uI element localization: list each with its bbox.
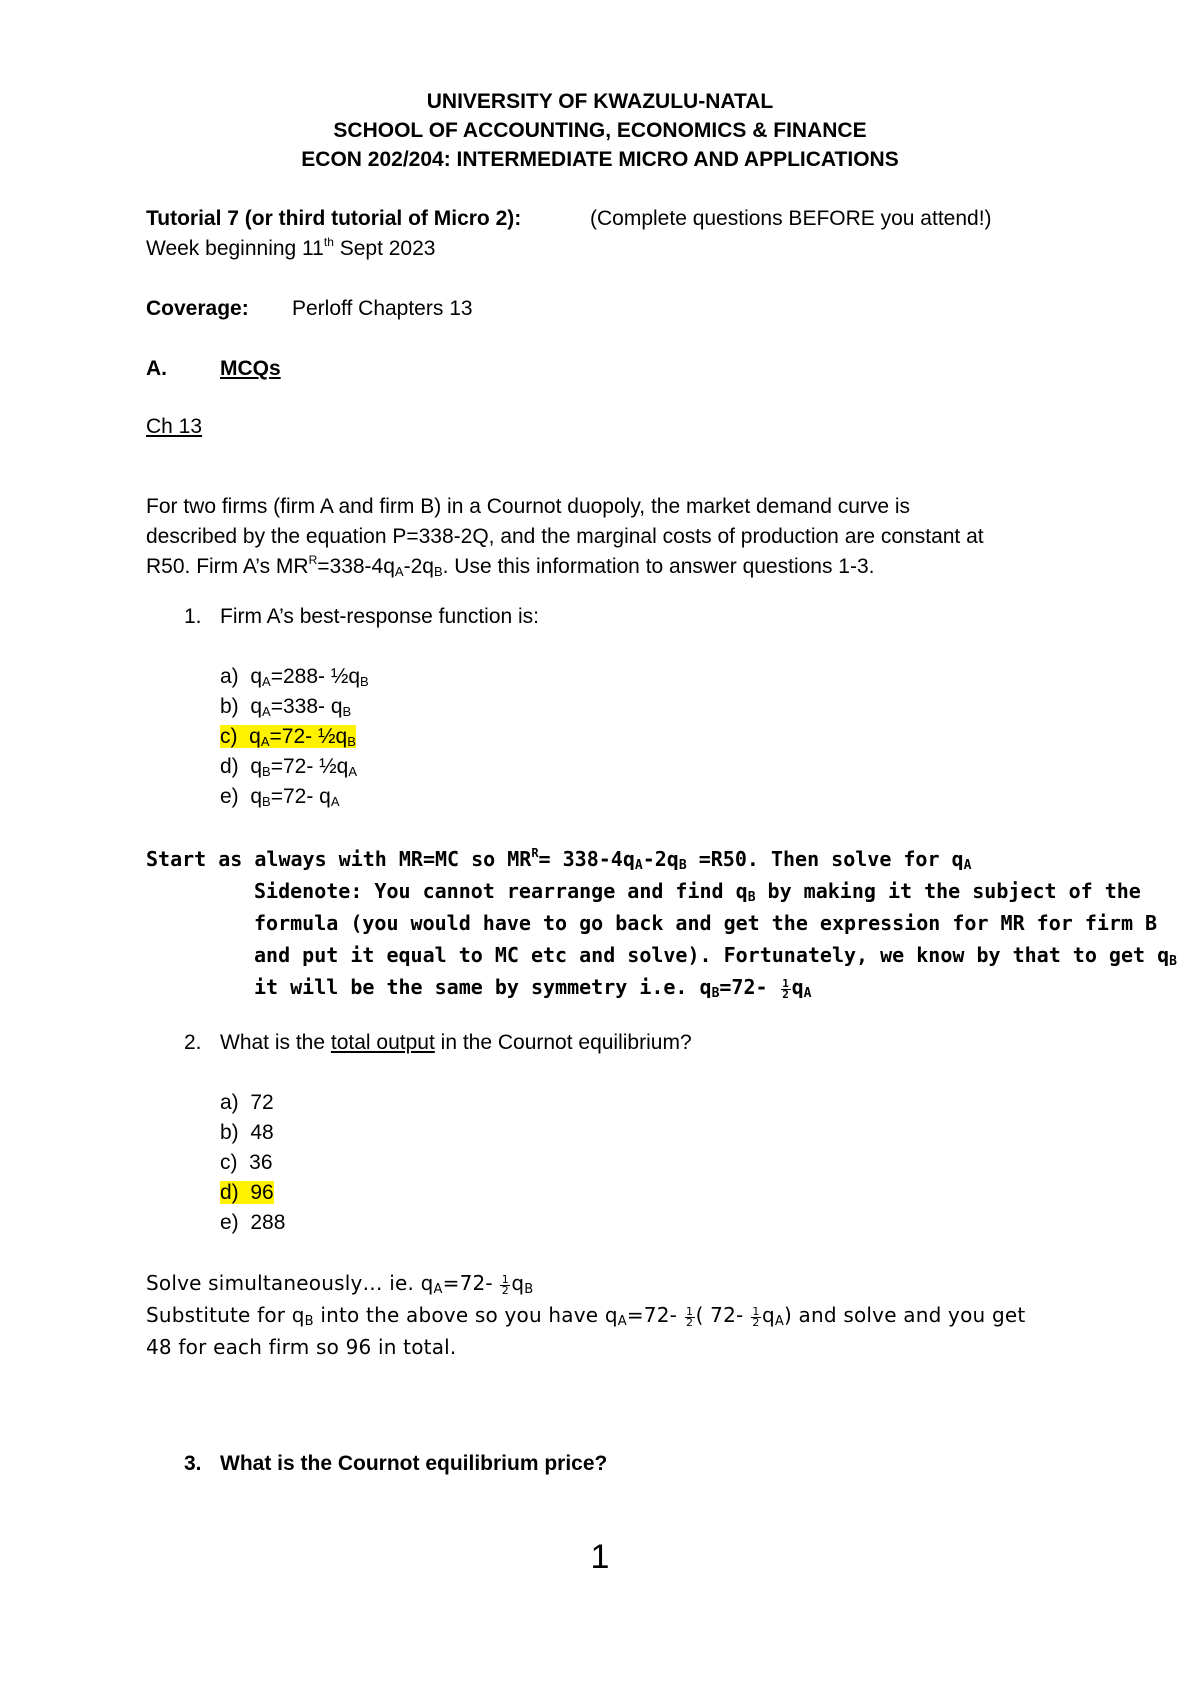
q2-option-e: e) 288 — [220, 1211, 286, 1234]
section-title: MCQs — [220, 357, 281, 380]
highlighted-answer: c) $q_A=72-$ $\frac{1}{2}q_B$ — [220, 725, 356, 749]
q3-text: What is the Cournot equilibrium price? — [220, 1452, 608, 1475]
course-title: ECON 202/204: INTERMEDIATE MICRO AND APPLICATIONS — [301, 148, 899, 171]
section-letter: A. — [146, 357, 167, 380]
q2-option-b: b) 48 — [220, 1121, 274, 1144]
q1-text: Firm A’s best-response function is: — [220, 605, 540, 628]
q1-option-b: b) $q_A=338-$ $q_B$ — [220, 695, 352, 719]
tutorial-note: (Complete questions BEFORE you attend!) — [590, 207, 992, 230]
q2-option-c: c) 36 — [220, 1151, 273, 1174]
explain2-line-1: Solve simultaneously… ie. $q_A=72-$ $\frac{1}{2}$ $q_B$ — [146, 1271, 534, 1297]
explain1-line-1: Start as always with MR=MC so $MR^R= 338-4q_A-2q_B =R50$. Then solve for $q_A$ — [146, 846, 972, 873]
q2-option-a: a) 72 — [220, 1091, 274, 1114]
fraction-half: $\frac{1}{2}$ — [686, 1305, 694, 1329]
highlighted-answer: d) 96 — [220, 1181, 274, 1204]
fraction-half: $\frac{1}{2}$ — [752, 1305, 760, 1329]
tutorial-title: Tutorial 7 (or third tutorial of Micro 2): — [146, 207, 522, 230]
fraction-half: $\frac{1}{2}$ — [501, 1273, 509, 1297]
school-name: SCHOOL OF ACCOUNTING, ECONOMICS & FINANCE — [333, 119, 867, 142]
fraction-half: $\frac{1}{2}$ — [782, 977, 789, 1001]
page-number: 1 — [590, 1538, 610, 1576]
week-line: Week beginning 11th Sept 2023 — [146, 235, 436, 260]
explain2-line-3: 48 for each firm so 96 in total. — [146, 1335, 457, 1359]
q3-number: 3. — [184, 1452, 202, 1475]
explain1-line-5: it will be the same by symmetry i.e. $q_B=72-$ $\frac{1}{2}$ $q_A$ — [254, 975, 812, 1001]
explain1-line-4: and put it equal to MC etc and solve). Fortunately, we know by that to get $q_B$ — [254, 943, 1177, 969]
q2-option-d — [220, 1180, 274, 1206]
coverage-label: Coverage: — [146, 297, 249, 320]
explain1-line-3: formula (you would have to go back and get the expression for MR for firm B — [254, 911, 1158, 935]
coverage-value: Perloff Chapters 13 — [292, 297, 473, 320]
q1-option-e: e) $q_B=72-$ $q_A$ — [220, 785, 340, 809]
q1-option-c — [220, 724, 356, 750]
chapter-label: Ch 13 — [146, 415, 203, 438]
explain2-line-2: Substitute for $q_B$ into the above so you have $q_A=72-$ $\frac{1}{2}$ ( 72- $\frac{1}{2}$ $q_A$) and solve and you get — [146, 1303, 1026, 1329]
university-name: UNIVERSITY OF KWAZULU-NATAL — [426, 90, 774, 113]
q2-number: 2. — [184, 1031, 202, 1054]
intro-line-1: For two firms (firm A and firm B) in a Cournot duopoly, the market demand curve is — [146, 495, 911, 518]
q2-text: What is the total output in the Cournot equilibrium? — [220, 1031, 692, 1054]
q1-option-a: a) $q_A=288-$ $\frac{1}{2}q_B$ — [220, 665, 369, 689]
q1-number: 1. — [184, 605, 202, 628]
intro-line-2: described by the equation P=338-2Q, and the marginal costs of production are constant at — [146, 525, 984, 548]
explain1-line-2: Sidenote: You cannot rearrange and find $q_B$ by making it the subject of the — [254, 879, 1141, 905]
q1-option-d: d) $q_B=72-$ $\frac{1}{2}q_A$ — [220, 755, 358, 779]
intro-line-3: R50. Firm A’s $MR^R=338-4q_A-2q_B$. Use this information to answer questions 1-3. — [146, 553, 875, 579]
